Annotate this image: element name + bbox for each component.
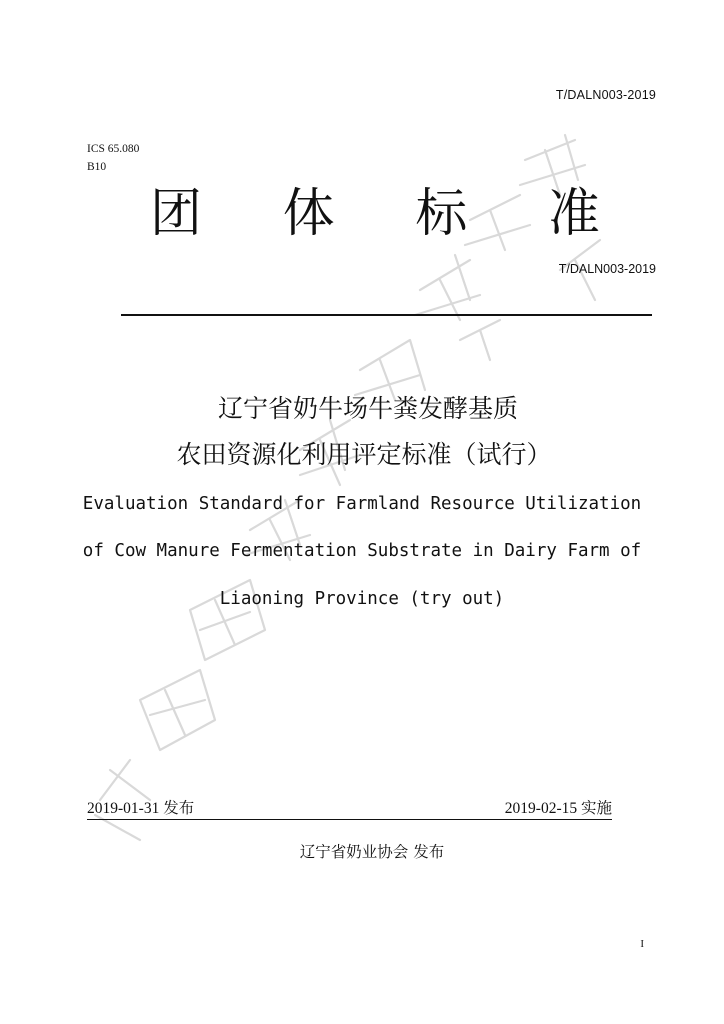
ics-code: ICS 65.080	[87, 143, 140, 155]
title-divider	[121, 314, 652, 316]
standard-code-mid: T/DALN003-2019	[558, 262, 656, 276]
page-number: I	[640, 938, 644, 950]
ccs-code: B10	[87, 161, 107, 173]
main-title-char: 团	[150, 184, 203, 244]
publisher: 辽宁省奶业协会 发布	[299, 843, 445, 861]
implementation-date: 2019-02-15 实施	[504, 800, 612, 817]
chinese-title-line-1: 辽宁省奶牛场牛粪发酵基质	[217, 394, 518, 423]
english-title-line-2: of Cow Manure Fermentation Substrate in Dairy Farm of	[82, 541, 642, 561]
main-title-char: 标	[415, 184, 468, 244]
date-row	[87, 797, 612, 820]
classification-codes	[87, 140, 139, 176]
standard-code-top: T/DALN003-2019	[555, 88, 656, 102]
main-title-char: 准	[547, 184, 600, 244]
english-title-line-3: Liaoning Province (try out)	[219, 589, 505, 609]
english-title-line-1: Evaluation Standard for Farmland Resource Utilization	[82, 494, 642, 514]
release-date: 2019-01-31 发布	[87, 800, 195, 817]
main-title-char: 体	[282, 184, 335, 244]
chinese-title-line-2: 农田资源化利用评定标准（试行）	[176, 440, 552, 469]
main-title	[150, 184, 600, 244]
